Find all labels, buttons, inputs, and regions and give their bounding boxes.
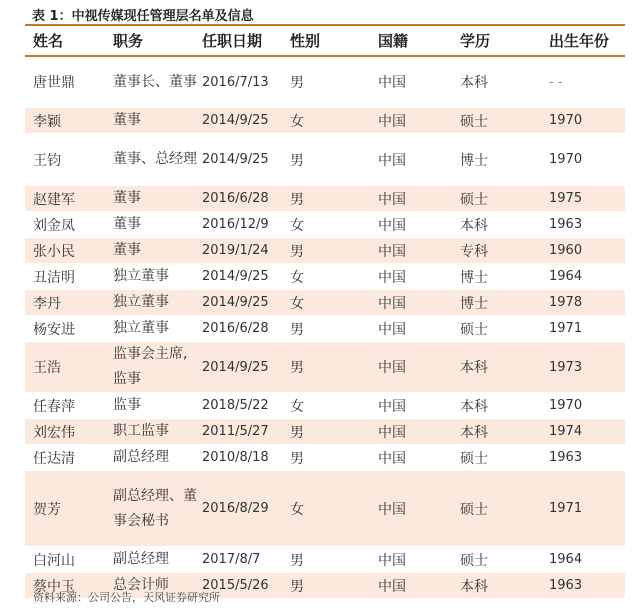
education-cell: 本科 bbox=[460, 75, 488, 91]
birth-year-cell: - - bbox=[549, 74, 563, 90]
birth-year-cell: 1963 bbox=[549, 450, 583, 465]
gender-cell: 男 bbox=[290, 552, 304, 569]
gender-cell: 男 bbox=[290, 450, 304, 467]
nationality-cell: 中国 bbox=[378, 424, 406, 441]
nationality-cell: 中国 bbox=[378, 243, 406, 260]
name-cell: 刘宏伟 bbox=[33, 424, 75, 441]
header-birth-year: 出生年份 bbox=[549, 32, 610, 50]
position-cell: 副总经理 bbox=[113, 551, 169, 567]
table-row bbox=[25, 316, 625, 342]
gender-cell: 男 bbox=[290, 191, 304, 208]
date-cell: 2016/8/29 bbox=[202, 501, 269, 516]
table-caption: 表 1：中视传媒现任管理层名单及信息 bbox=[32, 9, 254, 24]
nationality-cell: 中国 bbox=[378, 360, 406, 376]
date-cell: 2014/9/25 bbox=[202, 269, 269, 284]
education-cell: 硕士 bbox=[460, 450, 488, 467]
header-education: 学历 bbox=[460, 32, 491, 50]
name-cell: 王钧 bbox=[33, 152, 61, 169]
table-row bbox=[25, 212, 625, 238]
nationality-cell: 中国 bbox=[378, 217, 406, 234]
gender-cell: 男 bbox=[290, 321, 304, 338]
table-row bbox=[25, 471, 625, 547]
birth-year-cell: 1963 bbox=[549, 217, 583, 232]
name-cell: 杨安进 bbox=[33, 321, 75, 338]
gender-cell: 女 bbox=[290, 217, 304, 234]
nationality-cell: 中国 bbox=[378, 269, 406, 286]
name-cell: 刘金凤 bbox=[33, 217, 75, 234]
birth-year-cell: 1964 bbox=[549, 269, 583, 284]
gender-cell: 男 bbox=[290, 578, 304, 595]
gender-cell: 男 bbox=[290, 243, 304, 260]
education-cell: 本科 bbox=[460, 360, 488, 376]
name-cell: 唐世鼎 bbox=[33, 75, 75, 91]
position-cell: 独立董事 bbox=[113, 320, 169, 336]
date-cell: 2010/8/18 bbox=[202, 450, 269, 465]
education-cell: 硕士 bbox=[460, 552, 488, 569]
birth-year-cell: 1974 bbox=[549, 424, 583, 439]
table-row bbox=[25, 419, 625, 445]
table-row bbox=[25, 393, 625, 419]
name-cell: 蔡中玉 bbox=[33, 578, 75, 595]
education-cell: 本科 bbox=[460, 217, 488, 234]
education-cell: 专科 bbox=[460, 243, 488, 260]
nationality-cell: 中国 bbox=[378, 501, 406, 518]
gender-cell: 男 bbox=[290, 152, 304, 169]
nationality-cell: 中国 bbox=[378, 398, 406, 415]
header-gender: 性别 bbox=[290, 32, 321, 50]
birth-year-cell: 1960 bbox=[549, 243, 583, 258]
name-cell: 丑洁明 bbox=[33, 269, 75, 286]
name-cell: 李颖 bbox=[33, 113, 61, 130]
table-row bbox=[25, 108, 625, 134]
education-cell: 硕士 bbox=[460, 321, 488, 338]
gender-cell: 男 bbox=[290, 75, 304, 91]
position-cell: 监事 bbox=[113, 397, 141, 413]
nationality-cell: 中国 bbox=[378, 552, 406, 569]
position-cell: 监事会主席,监事 bbox=[113, 346, 188, 387]
management-table bbox=[25, 24, 625, 599]
position-cell: 独立董事 bbox=[113, 294, 169, 310]
education-cell: 硕士 bbox=[460, 191, 488, 208]
birth-year-cell: 1975 bbox=[549, 191, 583, 206]
gender-cell: 女 bbox=[290, 398, 304, 415]
gender-cell: 女 bbox=[290, 501, 304, 518]
position-cell: 董事、总经理 bbox=[113, 151, 197, 167]
table-row bbox=[25, 342, 625, 393]
date-cell: 2017/8/7 bbox=[202, 552, 261, 567]
name-cell: 赵建军 bbox=[33, 191, 75, 208]
birth-year-cell: 1973 bbox=[549, 359, 583, 375]
position-cell: 董事 bbox=[113, 242, 141, 258]
name-cell: 白河山 bbox=[33, 552, 75, 569]
name-cell: 李丹 bbox=[33, 295, 61, 312]
date-cell: 2016/7/13 bbox=[202, 74, 269, 90]
position-cell: 职工监事 bbox=[113, 423, 169, 439]
education-cell: 本科 bbox=[460, 424, 488, 441]
nationality-cell: 中国 bbox=[378, 191, 406, 208]
table-body bbox=[25, 57, 625, 599]
gender-cell: 男 bbox=[290, 424, 304, 441]
gender-cell: 男 bbox=[290, 360, 304, 376]
nationality-cell: 中国 bbox=[378, 75, 406, 91]
date-cell: 2018/5/22 bbox=[202, 398, 269, 413]
birth-year-cell: 1970 bbox=[549, 398, 583, 413]
table-row bbox=[25, 57, 625, 108]
position-cell: 董事长、董事 bbox=[113, 73, 197, 90]
table-header bbox=[25, 24, 625, 57]
birth-year-cell: 1970 bbox=[549, 152, 583, 167]
table-row bbox=[25, 547, 625, 573]
header-name: 姓名 bbox=[33, 32, 64, 50]
education-cell: 本科 bbox=[460, 578, 488, 595]
gender-cell: 女 bbox=[290, 269, 304, 286]
header-position: 职务 bbox=[113, 32, 144, 50]
nationality-cell: 中国 bbox=[378, 578, 406, 595]
date-cell: 2011/5/27 bbox=[202, 424, 269, 439]
date-cell: 2015/5/26 bbox=[202, 578, 269, 593]
education-cell: 博士 bbox=[460, 295, 488, 312]
date-cell: 2014/9/25 bbox=[202, 359, 269, 375]
education-cell: 本科 bbox=[460, 398, 488, 415]
nationality-cell: 中国 bbox=[378, 152, 406, 169]
table-row bbox=[25, 290, 625, 316]
table-row bbox=[25, 445, 625, 471]
position-cell: 独立董事 bbox=[113, 268, 169, 284]
date-cell: 2016/6/28 bbox=[202, 321, 269, 336]
gender-cell: 女 bbox=[290, 113, 304, 130]
nationality-cell: 中国 bbox=[378, 450, 406, 467]
birth-year-cell: 1971 bbox=[549, 501, 583, 516]
nationality-cell: 中国 bbox=[378, 321, 406, 338]
table-row bbox=[25, 264, 625, 290]
position-cell: 副总经理 bbox=[113, 449, 169, 465]
birth-year-cell: 1971 bbox=[549, 321, 583, 336]
education-cell: 博士 bbox=[460, 152, 488, 169]
position-cell: 总会计师 bbox=[113, 577, 169, 593]
date-cell: 2014/9/25 bbox=[202, 295, 269, 310]
name-cell: 任达清 bbox=[33, 450, 75, 467]
education-cell: 硕士 bbox=[460, 113, 488, 130]
name-cell: 张小民 bbox=[33, 243, 75, 260]
position-cell: 副总经理、董事会秘书 bbox=[113, 487, 197, 529]
source-note: 资料来源：公司公告，天风证券研究所 bbox=[33, 591, 220, 604]
education-cell: 博士 bbox=[460, 269, 488, 286]
date-cell: 2014/9/25 bbox=[202, 152, 269, 167]
table-row bbox=[25, 134, 625, 186]
position-cell: 董事 bbox=[113, 112, 141, 128]
date-cell: 2016/6/28 bbox=[202, 191, 269, 206]
education-cell: 硕士 bbox=[460, 501, 488, 518]
header-date: 任职日期 bbox=[202, 32, 263, 50]
position-cell: 董事 bbox=[113, 216, 141, 232]
birth-year-cell: 1978 bbox=[549, 295, 583, 310]
birth-year-cell: 1970 bbox=[549, 113, 583, 128]
table-row bbox=[25, 186, 625, 212]
date-cell: 2016/12/9 bbox=[202, 217, 269, 232]
birth-year-cell: 1963 bbox=[549, 578, 583, 593]
header-nationality: 国籍 bbox=[378, 32, 409, 50]
position-cell: 董事 bbox=[113, 190, 141, 206]
nationality-cell: 中国 bbox=[378, 113, 406, 130]
nationality-cell: 中国 bbox=[378, 295, 406, 312]
name-cell: 任春萍 bbox=[33, 398, 75, 415]
date-cell: 2019/1/24 bbox=[202, 243, 269, 258]
table-row bbox=[25, 238, 625, 264]
date-cell: 2014/9/25 bbox=[202, 113, 269, 128]
birth-year-cell: 1964 bbox=[549, 552, 583, 567]
gender-cell: 女 bbox=[290, 295, 304, 312]
name-cell: 贺芳 bbox=[33, 501, 61, 518]
name-cell: 王浩 bbox=[33, 360, 61, 376]
